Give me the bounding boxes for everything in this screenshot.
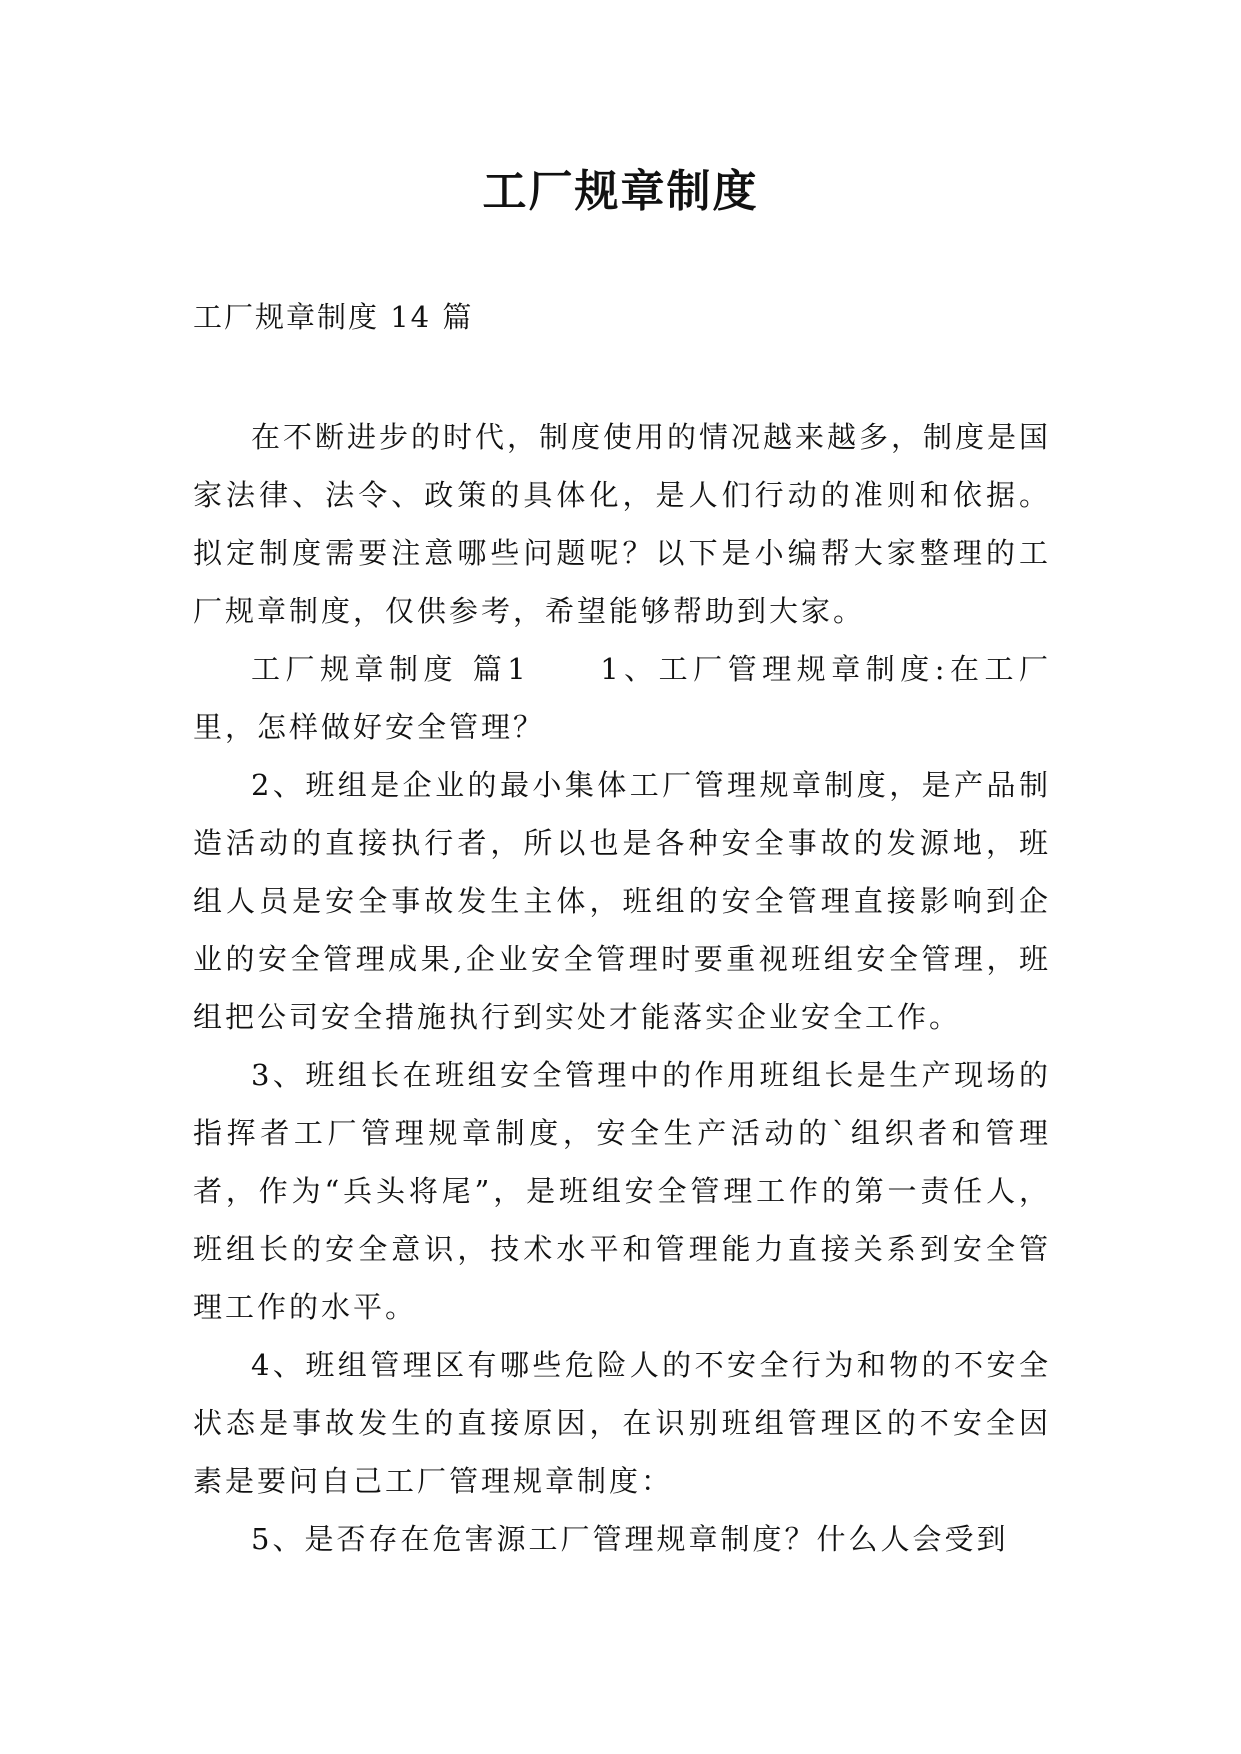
paragraph-2: 2、班组是企业的最小集体工厂管理规章制度，是产品制造活动的直接执行者，所以也是各种安全事故的发源地，班组人员是安全事故发生主体，班组的安全管理直接影响到企业的安全管理成果,企业安全管理时要重视班组安全管理，班组把公司安全措施执行到实处才能落实企业安全工作。 [193,768,1051,1034]
document-body [193,408,1051,1568]
paragraph-3: 3、班组长在班组安全管理中的作用班组长是生产现场的指挥者工厂管理规章制度，安全生产活动的`组织者和管理者，作为“兵头将尾”，是班组安全管理工作的第一责任人，班组长的安全意识，技术水平和管理能力直接关系到安全管理工作的水平。 [193,1058,1051,1324]
document-title: 工厂规章制度 [482,166,759,217]
document-subtitle: 工厂规章制度 14 篇 [193,300,474,334]
paragraph-intro: 在不断进步的时代，制度使用的情况越来越多，制度是国家法律、法令、政策的具体化，是人们行动的准则和依据。拟定制度需要注意哪些问题呢？以下是小编帮大家整理的工厂规章制度，仅供参考，希望能够帮助到大家。 [193,420,1052,628]
paragraph-4: 4、班组管理区有哪些危险人的不安全行为和物的不安全状态是事故发生的直接原因，在识别班组管理区的不安全因素是要问自己工厂管理规章制度： [193,1348,1051,1498]
paragraph-5: 5、是否存在危害源工厂管理规章制度？什么人会受到 [251,1522,1009,1556]
paragraph-1: 工厂规章制度 篇1 1、工厂管理规章制度:在工厂里，怎样做好安全管理？ [193,652,1051,744]
